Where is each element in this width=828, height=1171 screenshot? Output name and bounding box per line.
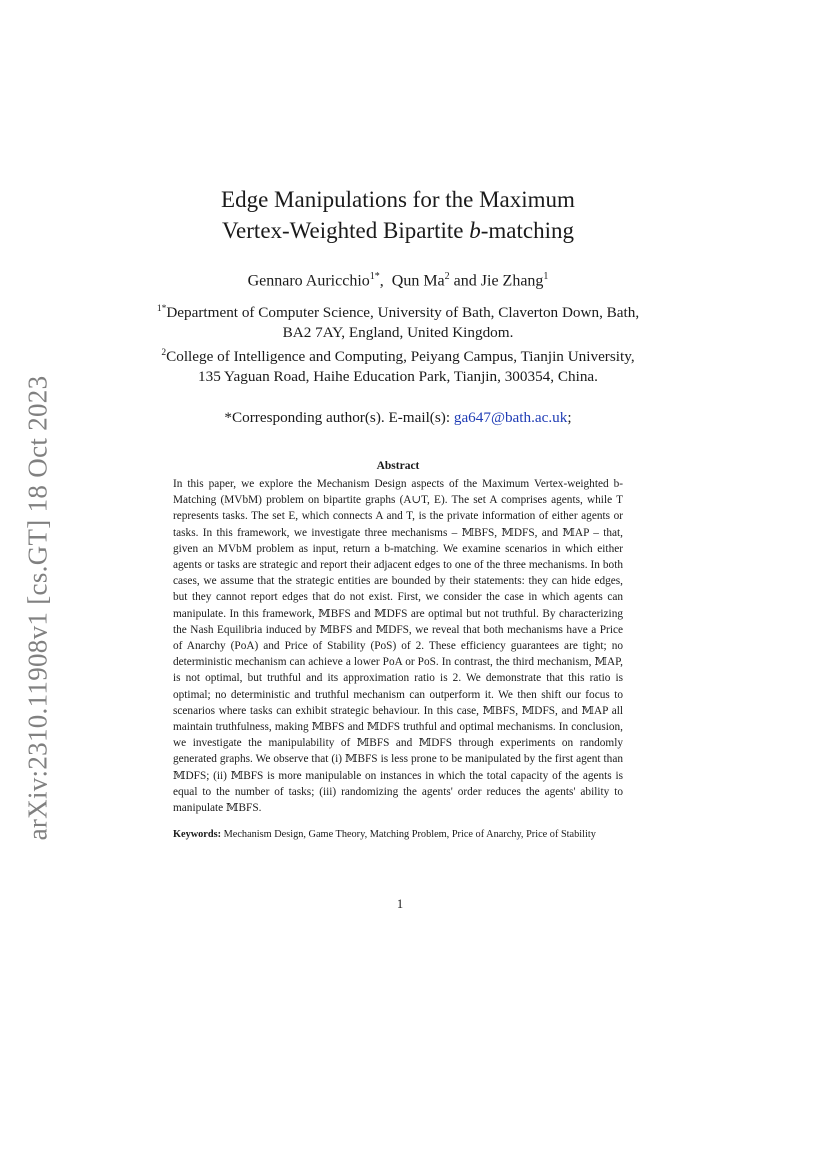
arxiv-identifier-margin: [20, 366, 56, 850]
author-affiliation-mark: 1: [543, 271, 549, 282]
keywords-label: Keywords:: [173, 829, 222, 840]
author-name: Gennaro Auricchio: [247, 272, 370, 290]
author-separator: and: [449, 272, 481, 290]
affiliation-2-line-1: College of Intelligence and Computing, Peiyang Campus, Tianjin University,: [166, 348, 635, 366]
corresponding-label: *Corresponding author(s). E-mail(s):: [224, 409, 454, 426]
author-list: [100, 267, 696, 291]
affiliation-mark: 2: [161, 348, 167, 359]
affiliation-2-line-2: 135 Yaguan Road, Haihe Education Park, Tianjin, 300354, China.: [198, 368, 598, 386]
keywords: [173, 828, 643, 842]
email-link[interactable]: ga647@bath.ac.uk: [453, 409, 568, 426]
author-separator: ,: [379, 272, 392, 290]
affiliation-1: [110, 299, 686, 323]
affiliation-1-line-2: BA2 7AY, England, United Kingdom.: [282, 324, 514, 342]
corresponding-author: [100, 408, 696, 428]
abstract-body: In this paper, we explore the Mechanism Design aspects of the Maximum Vertex-weighted b-Matching (MVbM) problem on bipartite graphs (A∪T, E). The set A comprises agents, while T represents tasks. The set E, which connects A and T, is the private information of either agents or tasks. In this framework, we investigate three mechanisms – 𝕄BFS, 𝕄DFS, and 𝕄AP – that, given an MVbM problem as input, return a b-matching. We examine scenarios in which either agents or tasks are strategic and report their adjacent edges to one of the three mechanisms. In both cases, we assume that the strategic entities are bounded by their statements: they can hide edges, but they cannot report edges that do not exist. First, we consider the case in which agents can manipulate. In this framework, 𝕄BFS and 𝕄DFS are optimal but not truthful. By characterizing the Nash Equilibria induced by 𝕄BFS and 𝕄DFS, we reveal that both mechanisms have a Price of Anarchy (PoA) and Price of Stability (PoS) of 2. These efficiency guarantees are tight; no deterministic mechanism can achieve a lower PoA or PoS. In contrast, the third mechanism, 𝕄AP, is not optimal, but truthful and its approximation ratio is 2. We demonstrate that this ratio is optimal; no deterministic and truthful mechanism can outperform it. We then shift our focus to scenarios where tasks can exhibit strategic behaviour. In this case, 𝕄BFS, 𝕄DFS, and 𝕄AP all maintain truthfulness, making 𝕄BFS and 𝕄DFS truthful and optimal mechanisms. In conclusion, we investigate the manipulability of 𝕄BFS and 𝕄DFS through experiments on randomly generated graphs. We observe that (i) 𝕄BFS is less prone to be manipulated by the first agent than 𝕄DFS; (ii) 𝕄BFS is more manipulable on instances in which the total capacity of the agents is equal to the number of tasks; (iii) randomizing the agents' order reduces the agents' ability to manipulate 𝕄BFS.: [173, 478, 623, 815]
paper-title: [100, 184, 696, 246]
author-affiliation-mark: 1*: [369, 271, 380, 282]
keywords-list: Mechanism Design, Game Theory, Matching Problem, Price of Anarchy, Price of Stability: [221, 829, 596, 840]
title-line-2-prefix: Vertex-Weighted Bipartite: [222, 218, 470, 243]
title-b-symbol: b: [469, 218, 481, 243]
affiliation-1-line-1: Department of Computer Science, University of Bath, Claverton Down, Bath,: [166, 304, 640, 322]
affiliation-2: [110, 343, 686, 367]
arxiv-identifier: arXiv:2310.11908v1 [cs.GT] 18 Oct 2023: [22, 375, 53, 841]
author-name: Qun Ma: [391, 272, 445, 290]
corresponding-trail: ;: [567, 409, 572, 426]
title-line-2: [100, 215, 696, 246]
affiliations: [110, 299, 686, 387]
abstract-heading: Abstract: [376, 460, 420, 472]
author-name: Jie Zhang: [480, 272, 544, 290]
title-line-2-suffix: -matching: [480, 218, 574, 243]
author-affiliation-mark: 2: [444, 271, 450, 282]
title-line-1: Edge Manipulations for the Maximum: [221, 187, 575, 212]
affiliation-mark: 1*: [156, 304, 167, 314]
page-number: 1: [396, 897, 404, 911]
